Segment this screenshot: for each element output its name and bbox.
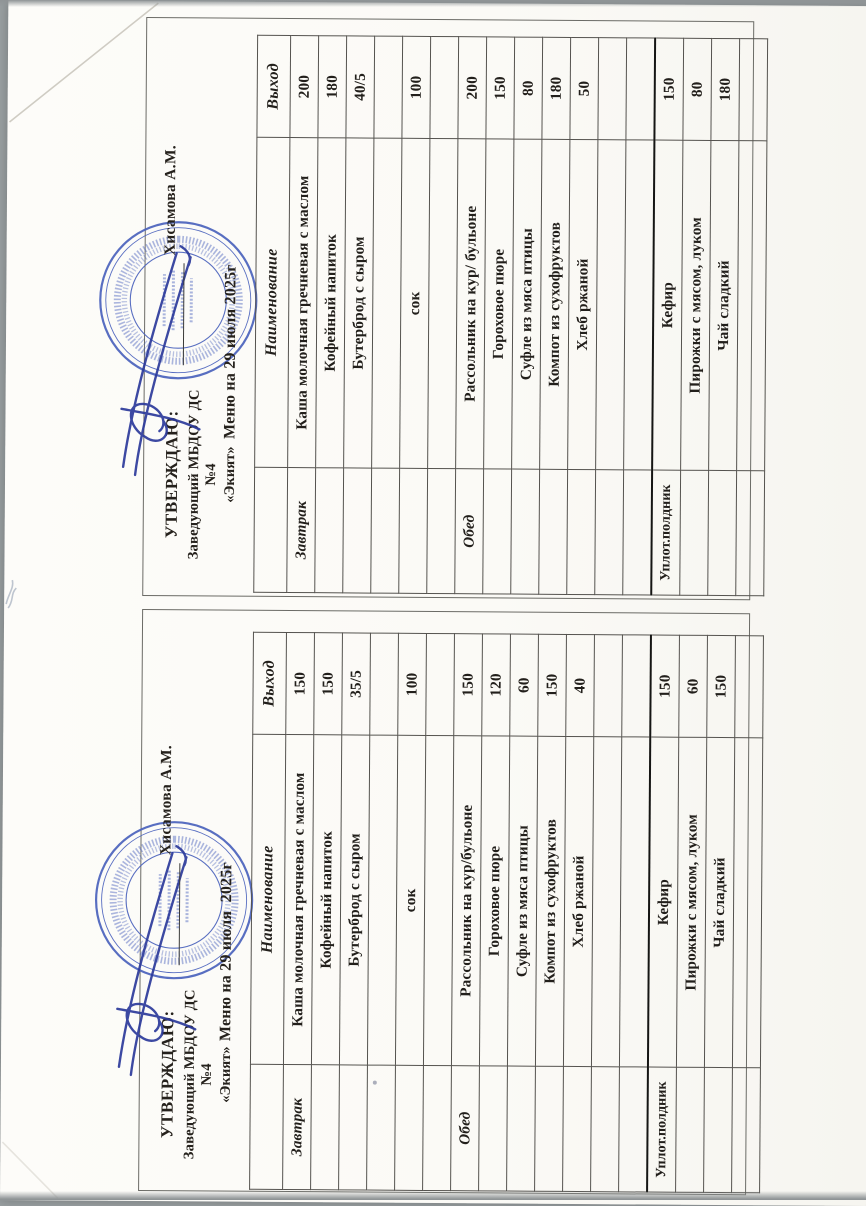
dish-name-cell: Пирожки с мясом, луком xyxy=(676,737,706,1067)
dish-name-cell: Кефир xyxy=(652,140,683,470)
menu-row xyxy=(595,38,627,595)
dish-name-cell xyxy=(423,735,453,1065)
approve-title: УТВЕРЖДАЮ: xyxy=(157,983,178,1165)
section-header-cell xyxy=(254,467,288,592)
menu-row xyxy=(423,633,455,1190)
scanner-edge-bottom xyxy=(0,1191,866,1200)
portion-output-cell: 100 xyxy=(402,36,431,138)
meal-section-cell xyxy=(339,1065,368,1190)
portion-output-cell: 150 xyxy=(286,632,315,734)
portion-output-cell xyxy=(626,38,655,140)
ink-dot-artifact xyxy=(373,1081,377,1085)
menu-row xyxy=(483,37,515,594)
dish-name-cell: Рассольник на кур/бульоне xyxy=(451,736,481,1066)
meal-section-cell xyxy=(732,1068,761,1193)
meal-section-cell: Уплот.полдник xyxy=(647,1067,676,1192)
menu-row xyxy=(680,38,712,595)
portion-output-cell: 60 xyxy=(510,634,539,736)
portion-output-cell xyxy=(622,635,651,737)
menu-row xyxy=(311,633,343,1190)
portion-output-cell: 40/5 xyxy=(346,36,375,138)
portion-output-cell xyxy=(739,39,768,141)
portion-output-cell: 80 xyxy=(514,37,543,139)
approve-org: Заведующий МБДОУ ДС №4 xyxy=(181,983,216,1165)
menu-row xyxy=(736,39,768,596)
dish-name-cell: Гороховое пюре xyxy=(484,139,514,469)
menu-row xyxy=(676,635,708,1192)
menu-row xyxy=(287,36,319,593)
approve-title: УТВЕРЖДАЮ: xyxy=(161,383,182,565)
portion-output-cell: 150 xyxy=(454,634,483,736)
section-header-cell xyxy=(250,1064,284,1189)
menu-row xyxy=(535,634,567,1191)
meal-section-cell: Обед xyxy=(455,469,484,594)
meal-section-cell xyxy=(563,1066,592,1191)
meal-section-cell xyxy=(623,470,652,595)
approve-org-name: «Экият» xyxy=(217,984,235,1166)
dish-name-cell: Суфле из мяса птицы xyxy=(512,139,542,469)
menu-row xyxy=(339,633,371,1190)
portion-output-cell: 150 xyxy=(654,38,683,140)
portion-output-cell: 180 xyxy=(318,36,347,138)
menu-table xyxy=(249,632,764,1194)
dish-name-cell: Каша молочная гречневая с маслом xyxy=(288,137,318,467)
meal-section-cell: Завтрак xyxy=(287,467,316,592)
meal-section-cell xyxy=(343,468,372,593)
portion-output-cell: 180 xyxy=(542,37,571,139)
portion-output-cell: 180 xyxy=(711,38,740,140)
portion-output-cell: 40 xyxy=(566,634,595,736)
meal-section-cell xyxy=(507,1066,536,1191)
portion-output-cell xyxy=(370,633,399,735)
meal-section-cell: Обед xyxy=(451,1066,480,1191)
meal-section-cell xyxy=(539,469,568,594)
meal-section-cell xyxy=(708,470,737,595)
meal-section-cell xyxy=(479,1066,508,1191)
name-column-header: Наименование xyxy=(250,734,285,1064)
menu-row xyxy=(563,634,595,1191)
meal-section-cell xyxy=(511,469,540,594)
meal-section-cell xyxy=(619,1067,648,1192)
dish-name-cell xyxy=(624,140,655,470)
meal-section-cell: Завтрак xyxy=(283,1064,312,1189)
menu-row xyxy=(371,36,403,593)
dish-name-cell xyxy=(428,138,458,468)
dish-name-cell: Бутерброд с сыром xyxy=(339,735,369,1065)
dish-name-cell: Бутерброд с сыром xyxy=(344,138,374,468)
menu-row xyxy=(479,634,511,1191)
menu-row xyxy=(732,636,764,1193)
meal-section-cell xyxy=(736,471,765,596)
meal-section-cell xyxy=(567,469,596,594)
meal-section-cell xyxy=(315,468,344,593)
menu-row xyxy=(623,38,655,595)
meal-section-cell: Уплот.полдник xyxy=(651,470,680,595)
menu-row xyxy=(315,36,347,593)
portion-output-cell xyxy=(594,635,623,737)
meal-section-cell xyxy=(680,470,709,595)
portion-output-cell xyxy=(374,36,403,138)
approve-org: Заведующий МБДОУ ДС №4 xyxy=(185,383,220,565)
portion-output-cell: 200 xyxy=(290,36,319,138)
meal-section-cell xyxy=(427,468,456,593)
handwritten-signature xyxy=(97,843,217,1094)
dish-name-cell: Каша молочная гречневая с маслом xyxy=(283,734,313,1064)
dish-name-cell: Компот из сухофруктов xyxy=(540,139,570,469)
menu-table xyxy=(253,35,768,597)
menu-page-2 xyxy=(4,0,866,606)
menu-row xyxy=(708,38,740,595)
menu-row xyxy=(704,635,736,1192)
dish-name-cell xyxy=(372,138,402,468)
portion-output-cell: 150 xyxy=(650,635,679,737)
menu-row xyxy=(343,36,375,593)
menu-row xyxy=(283,632,315,1189)
portion-output-cell: 120 xyxy=(482,634,511,736)
menu-row xyxy=(399,36,431,593)
meal-section-cell xyxy=(676,1067,705,1192)
portion-output-cell: 60 xyxy=(679,635,708,737)
dish-name-cell xyxy=(619,737,650,1067)
meal-section-cell xyxy=(483,469,512,594)
portion-output-cell: 150 xyxy=(707,635,736,737)
portion-output-cell: 200 xyxy=(458,37,487,139)
meal-section-cell xyxy=(399,468,428,593)
menu-date: Меню на 29 июля 2025г xyxy=(217,850,236,1054)
output-column-header: Выход xyxy=(253,632,287,734)
portion-output-cell xyxy=(426,633,455,735)
meal-section-cell xyxy=(367,1065,396,1190)
portion-output-cell xyxy=(735,636,764,738)
approve-org-name: «Экият» xyxy=(221,384,239,566)
portion-output-cell xyxy=(598,38,627,140)
menu-row xyxy=(511,37,543,594)
meal-section-cell xyxy=(535,1066,564,1191)
dish-name-cell xyxy=(732,738,762,1068)
dish-name-cell: Хлеб ржаной xyxy=(563,736,593,1066)
menu-row xyxy=(647,635,679,1192)
name-column-header: Наименование xyxy=(255,137,290,467)
dish-name-cell: сок xyxy=(400,138,430,468)
portion-output-cell: 50 xyxy=(570,37,599,139)
meal-section-cell xyxy=(595,470,624,595)
menu-page-1 xyxy=(0,600,866,1206)
portion-output-cell: 150 xyxy=(486,37,515,139)
dish-name-cell: Кофейный напиток xyxy=(311,735,341,1065)
dish-name-cell: сок xyxy=(395,735,425,1065)
signer-name: Хисамова А.М. xyxy=(162,145,181,255)
meal-section-cell xyxy=(311,1065,340,1190)
portion-output-cell: 35/5 xyxy=(342,633,371,735)
portion-output-cell: 150 xyxy=(314,633,343,735)
portion-output-cell: 100 xyxy=(398,633,427,735)
dish-name-cell: Рассольник на кур/ бульоне xyxy=(456,139,486,469)
output-column-header: Выход xyxy=(257,35,291,137)
dish-name-cell: Гороховое пюре xyxy=(479,736,509,1066)
dish-name-cell: Пирожки с мясом, луком xyxy=(681,140,711,470)
dish-name-cell xyxy=(367,735,397,1065)
header-row xyxy=(250,632,287,1189)
meal-section-cell xyxy=(591,1067,620,1192)
signer-name: Хисамова А.М. xyxy=(157,745,176,855)
menu-row xyxy=(451,634,483,1191)
menu-row xyxy=(507,634,539,1191)
meal-section-cell xyxy=(704,1067,733,1192)
handwritten-signature xyxy=(101,243,221,494)
portion-output-cell xyxy=(430,36,459,138)
menu-row xyxy=(367,633,399,1190)
dish-name-cell: Компот из сухофруктов xyxy=(535,736,565,1066)
menu-row xyxy=(395,633,427,1190)
dish-name-cell: Кефир xyxy=(648,737,679,1067)
dish-name-cell: Чай сладкий xyxy=(704,737,734,1067)
dish-name-cell xyxy=(737,141,767,471)
menu-row xyxy=(591,635,623,1192)
menu-row xyxy=(427,36,459,593)
meal-section-cell xyxy=(371,468,400,593)
menu-date: Меню на 29 июля 2025г xyxy=(221,250,240,454)
menu-row xyxy=(567,37,599,594)
dish-name-cell: Суфле из мяса птицы xyxy=(507,736,537,1066)
portion-output-cell: 80 xyxy=(683,38,712,140)
dish-name-cell: Чай сладкий xyxy=(709,140,739,470)
dish-name-cell: Хлеб ржаной xyxy=(568,139,598,469)
meal-section-cell xyxy=(423,1065,452,1190)
portion-output-cell: 150 xyxy=(538,634,567,736)
menu-row xyxy=(455,37,487,594)
menu-row xyxy=(539,37,571,594)
dish-name-cell xyxy=(596,140,626,470)
dish-name-cell: Кофейный напиток xyxy=(316,138,346,468)
meal-section-cell xyxy=(395,1065,424,1190)
dish-name-cell xyxy=(591,737,621,1067)
menu-row xyxy=(619,635,651,1192)
header-row xyxy=(254,35,291,592)
scanner-edge-top xyxy=(0,0,866,7)
menu-row xyxy=(651,38,683,595)
